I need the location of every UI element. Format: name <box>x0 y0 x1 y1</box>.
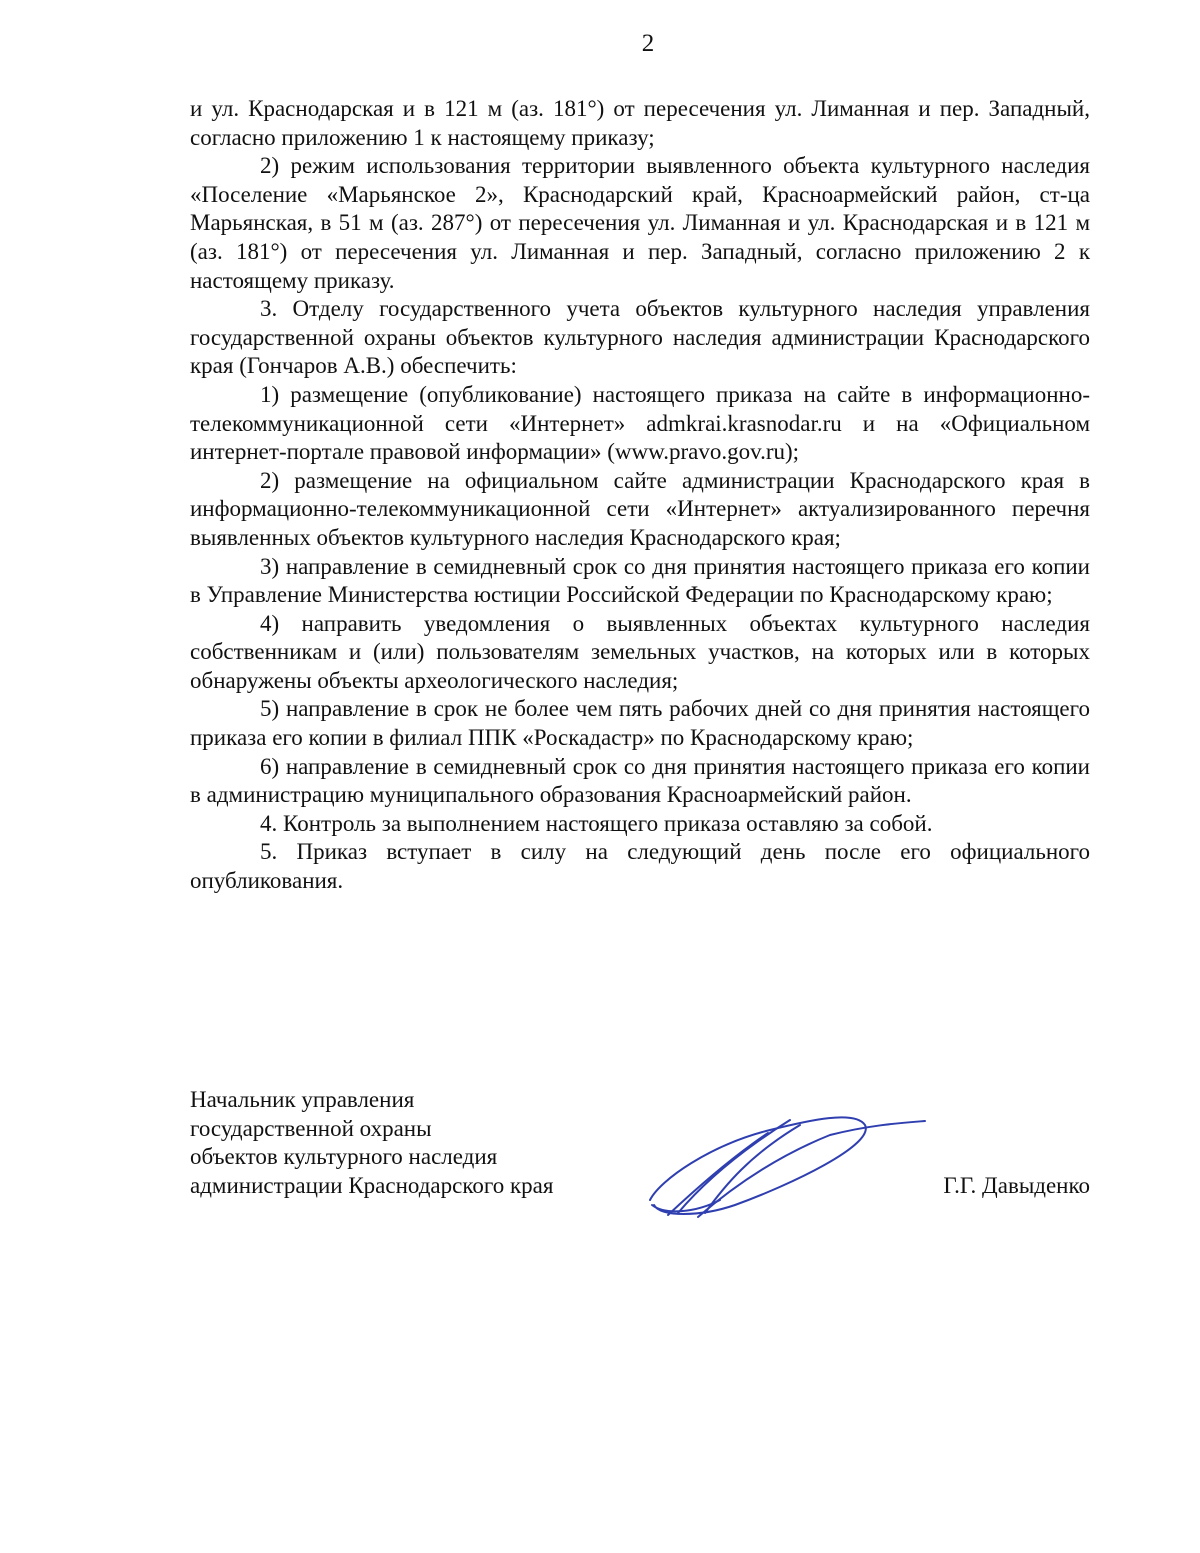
paragraph-subitem-1-publication: 1) размещение (опубликование) настоящего приказа на сайте в информационно-телекоммуникационной сети «Интернет» admkrai.krasnodar.ru и на «Официальном интернет-портале правовой информации» (www.pravo.gov.ru); <box>190 381 1090 465</box>
paragraph-item-2-regime: 2) режим использования территории выявленного объекта культурного наследия «Поселение «Марьянское 2», Краснодарский край, Красноармейский район, ст-ца Марьянская, в 51 м (аз. 287°) от пересечения ул. Лиманная и ул. Краснодарская и в 121 м (аз. 181°) от пересечения ул. Лиманная и пер. Западный, согласно приложению 2 к настоящему приказу. <box>190 153 1090 293</box>
handwritten-signature <box>640 1105 930 1225</box>
paragraph-subitem-5-roskadastr: 5) направление в срок не более чем пять рабочих дней со дня принятия настоящего приказа его копии в филиал ППК «Роскадастр» по Краснодарскому краю; <box>190 696 1090 751</box>
page-number: 2 <box>641 30 655 57</box>
signatory-title-line: объектов культурного наследия <box>190 1144 498 1169</box>
paragraph-item-4-control: 4. Контроль за выполнением настоящего приказа оставляю за собой. <box>260 810 933 836</box>
paragraph-item-3-department: 3. Отделу государственного учета объектов культурного наследия управления государственной охраны объектов культурного наследия администрации Краснодарского края (Гончаров А.В.) обеспечить: <box>190 296 1090 379</box>
paragraph-continuation: и ул. Краснодарская и в 121 м (аз. 181°) от пересечения ул. Лиманная и пер. Западный, согласно приложению 1 к настоящему приказу; <box>190 96 1090 150</box>
document-body <box>190 95 1090 896</box>
paragraph-item-5-effective: 5. Приказ вступает в силу на следующий день после его официального опубликования. <box>190 839 1090 894</box>
signatory-title-line: Начальник управления <box>190 1087 415 1112</box>
paragraph-subitem-6-municipality: 6) направление в семидневный срок со дня принятия настоящего приказа его копии в администрацию муниципального образования Красноармейский район. <box>190 753 1090 808</box>
signatory-name: Г.Г. Давыденко <box>943 1172 1090 1198</box>
paragraph-subitem-4-notifications: 4) направить уведомления о выявленных объектах культурного наследия собственникам и (или) пользователям земельных участков, на которых или в которых обнаружены объекты археологического наследия; <box>190 610 1090 693</box>
signatory-title-line: государственной охраны <box>190 1115 432 1141</box>
signatory-title-line: администрации Краснодарского края <box>190 1172 554 1198</box>
paragraph-subitem-3-ministry: 3) направление в семидневный срок со дня принятия настоящего приказа его копии в Управление Министерства юстиции Российской Федерации по Краснодарскому краю; <box>190 553 1090 608</box>
paragraph-subitem-2-website: 2) размещение на официальном сайте администрации Краснодарского края в информационно-телекоммуникационной сети «Интернет» актуализированного перечня выявленных объектов культурного наследия Краснодарского края; <box>190 467 1090 550</box>
